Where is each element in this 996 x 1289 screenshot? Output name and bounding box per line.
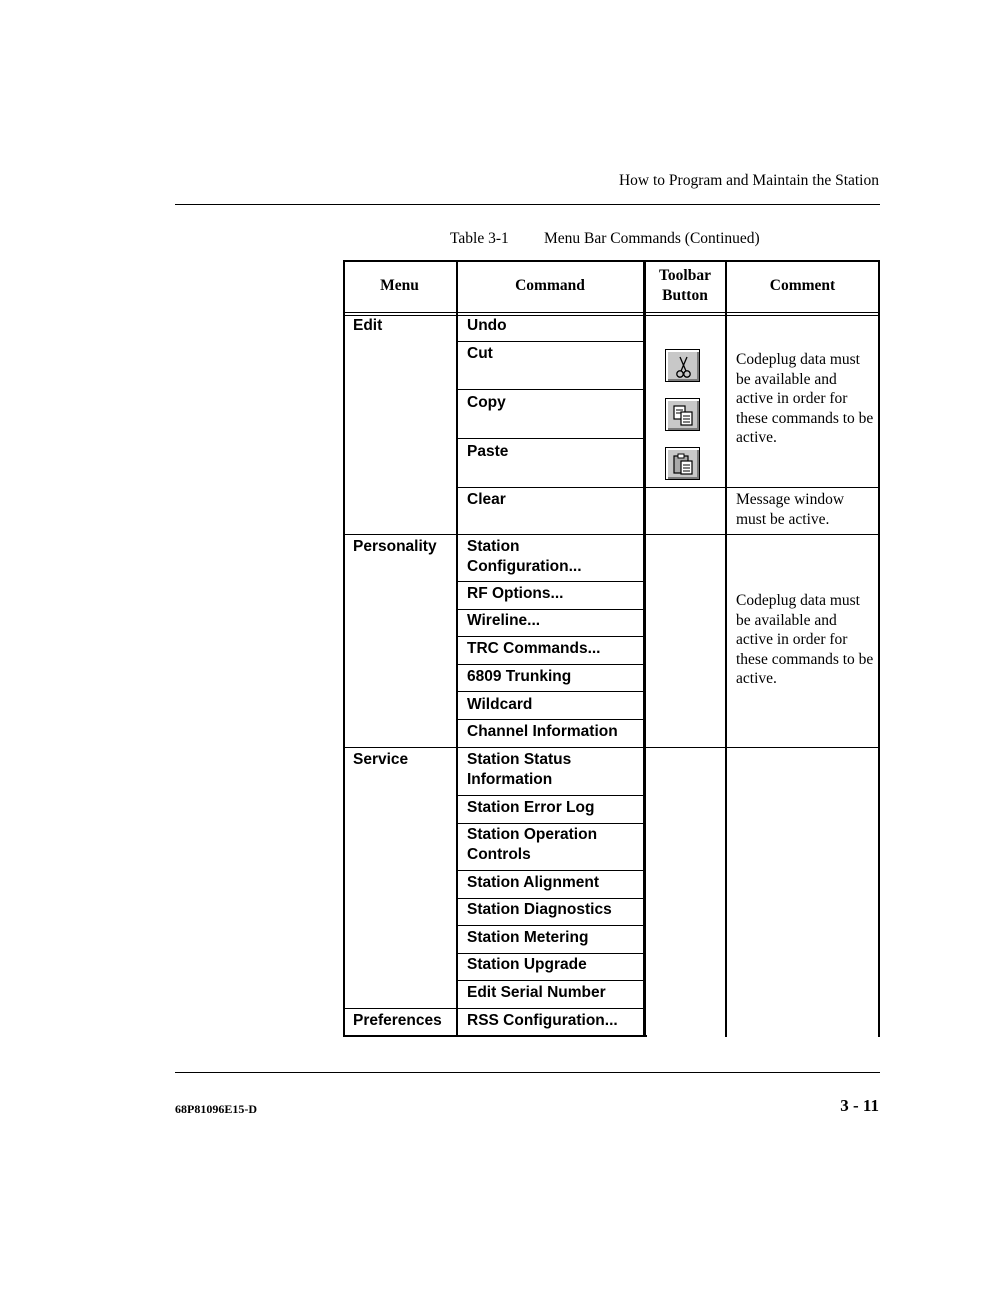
group-divider [343,1008,644,1009]
column-header-toolbar-line2: Button [662,287,708,304]
command-edit-serial-number: Edit Serial Number [467,984,606,1001]
row-divider [456,898,644,899]
column-divider-menu [456,260,458,1037]
command-cut: Cut [467,345,493,362]
row-divider [456,581,644,582]
command-station-configuration: Station Configuration... [467,538,582,575]
header-rule-1 [343,312,880,313]
row-divider [456,691,644,692]
command-station-error-log: Station Error Log [467,799,595,816]
command-station-upgrade: Station Upgrade [467,956,587,973]
footer-rule [175,1072,880,1073]
row-divider [456,980,644,981]
column-header-comment: Comment [769,277,836,294]
footer-page-number: 3 - 11 [840,1096,879,1115]
row-divider [456,487,880,488]
footer-doc-number: 68P81096E15-D [175,1102,257,1116]
row-divider [456,341,644,342]
column-header-command: Command [515,277,585,294]
column-divider-toolbar [725,260,727,1037]
command-station-operation-controls: Station Operation Controls [467,826,598,863]
row-divider [456,953,644,954]
command-station-alignment: Station Alignment [467,874,600,891]
menu-preferences: Preferences [353,1012,442,1029]
menu-personality: Personality [353,538,437,555]
menu-bar-commands-table [343,260,880,1037]
menu-service: Service [353,751,409,768]
table-left-border [343,260,345,1037]
command-station-diagnostics: Station Diagnostics [467,901,612,918]
group-divider [343,747,880,748]
table-number: Table 3-1 [450,230,509,247]
comment-personality: Codeplug data must be available and active in order for these commands to be active. [736,592,874,687]
command-station-status-information: Station Status Information [467,751,572,788]
table-top-border [343,260,880,262]
row-divider [456,870,644,871]
table-caption [450,230,760,248]
command-rf-options: RF Options... [467,585,564,602]
command-clear: Clear [467,491,506,508]
row-divider [456,823,644,824]
row-divider [456,389,644,390]
column-header-menu: Menu [380,277,419,294]
comment-edit-clear: Message window must be active. [736,491,845,528]
column-header-toolbar-line1: Toolbar [659,267,711,284]
comment-edit-clipboard: Codeplug data must be available and active in order for these commands to be active. [736,351,874,446]
command-station-metering: Station Metering [467,929,589,946]
menu-edit: Edit [353,317,383,334]
command-channel-information: Channel Information [467,723,618,740]
table-right-border [878,260,880,1037]
command-trc-commands: TRC Commands... [467,640,601,657]
row-divider [456,719,644,720]
table-title: Menu Bar Commands (Continued) [544,230,760,247]
scissors-icon [665,349,700,382]
command-paste: Paste [467,443,509,460]
command-undo: Undo [467,317,507,334]
column-header-toolbar-button [645,266,725,306]
command-wireline: Wireline... [467,612,541,629]
row-divider [456,925,644,926]
command-6809-trunking: 6809 Trunking [467,668,572,685]
table-bottom-border [343,1035,647,1037]
row-divider [456,795,644,796]
command-rss-configuration: RSS Configuration... [467,1012,618,1029]
copy-icon [665,398,700,431]
row-divider [456,636,644,637]
command-wildcard: Wildcard [467,696,533,713]
group-divider [343,534,880,535]
row-divider [456,664,644,665]
row-divider [456,609,644,610]
command-copy: Copy [467,394,506,411]
running-header: How to Program and Maintain the Station [618,172,879,189]
paste-icon [665,447,700,480]
row-divider [456,438,644,439]
header-rule [175,204,880,205]
column-divider-command [643,260,646,1037]
